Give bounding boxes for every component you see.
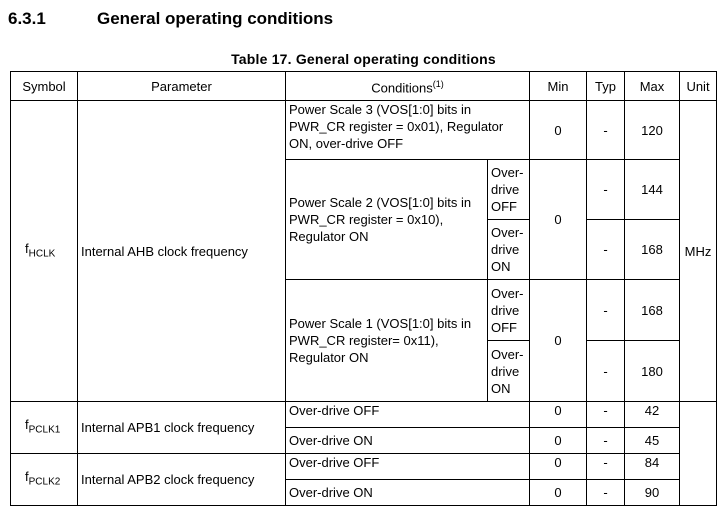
operating-conditions-table [10, 71, 717, 506]
unit-empty [680, 402, 717, 506]
max-value: 42 [625, 402, 680, 428]
overdrive-on-label: Over-drive ON [488, 220, 530, 280]
typ-value: - [587, 280, 625, 341]
typ-value: - [587, 428, 625, 454]
min-value: 0 [530, 402, 587, 428]
section-number: 6.3.1 [8, 9, 46, 28]
overdrive-on-label: Over-drive ON [488, 341, 530, 402]
condition-overdrive-off: Over-drive OFF [286, 454, 530, 480]
table-row [11, 101, 717, 160]
symbol-main: f [25, 469, 29, 485]
header-parameter: Parameter [78, 72, 286, 101]
condition-overdrive-off: Over-drive OFF [286, 402, 530, 428]
min-value: 0 [530, 454, 587, 480]
overdrive-off-label: Over-drive OFF [488, 280, 530, 341]
condition-scale3: Power Scale 3 (VOS[1:0] bits in PWR_CR register = 0x01), Regulator ON, over-drive OFF [286, 101, 530, 160]
header-unit: Unit [680, 72, 717, 101]
symbol-sub: HCLK [28, 248, 56, 260]
header-max: Max [625, 72, 680, 101]
condition-overdrive-on: Over-drive ON [286, 480, 530, 506]
header-row [11, 72, 717, 101]
parameter-ahb: Internal AHB clock frequency [78, 101, 286, 402]
symbol-sub: PCLK1 [28, 424, 61, 436]
max-value: 120 [625, 101, 680, 160]
condition-scale2: Power Scale 2 (VOS[1:0] bits in PWR_CR register = 0x10), Regulator ON [286, 160, 488, 280]
typ-value: - [587, 454, 625, 480]
symbol-fhclk [11, 101, 78, 402]
symbol-sub: PCLK2 [28, 476, 61, 488]
header-conditions-note: (1) [432, 78, 444, 89]
section-title: General operating conditions [97, 9, 334, 28]
min-value: 0 [530, 101, 587, 160]
unit-mhz: MHz [680, 101, 717, 402]
min-value: 0 [530, 160, 587, 280]
typ-value: - [587, 402, 625, 428]
condition-overdrive-on: Over-drive ON [286, 428, 530, 454]
min-value: 0 [530, 428, 587, 454]
typ-value: - [587, 341, 625, 402]
table-row [11, 454, 717, 480]
header-min: Min [530, 72, 587, 101]
parameter-apb1: Internal APB1 clock frequency [78, 402, 286, 454]
max-value: 90 [625, 480, 680, 506]
symbol-main: f [25, 417, 29, 433]
typ-value: - [587, 480, 625, 506]
condition-scale1: Power Scale 1 (VOS[1:0] bits in PWR_CR register= 0x11), Regulator ON [286, 280, 488, 402]
header-conditions-label: Conditions [371, 80, 433, 96]
table-caption: Table 17. General operating conditions [231, 51, 496, 67]
typ-value: - [587, 220, 625, 280]
header-typ: Typ [587, 72, 625, 101]
table-row [11, 402, 717, 428]
header-conditions [286, 72, 530, 101]
max-value: 144 [625, 160, 680, 220]
header-symbol: Symbol [11, 72, 78, 101]
max-value: 168 [625, 220, 680, 280]
typ-value: - [587, 160, 625, 220]
symbol-main: f [25, 240, 29, 256]
max-value: 84 [625, 454, 680, 480]
min-value: 0 [530, 280, 587, 402]
max-value: 45 [625, 428, 680, 454]
symbol-fpclk2 [11, 454, 78, 506]
max-value: 168 [625, 280, 680, 341]
overdrive-off-label: Over-drive OFF [488, 160, 530, 220]
min-value: 0 [530, 480, 587, 506]
symbol-fpclk1 [11, 402, 78, 454]
max-value: 180 [625, 341, 680, 402]
parameter-apb2: Internal APB2 clock frequency [78, 454, 286, 506]
typ-value: - [587, 101, 625, 160]
